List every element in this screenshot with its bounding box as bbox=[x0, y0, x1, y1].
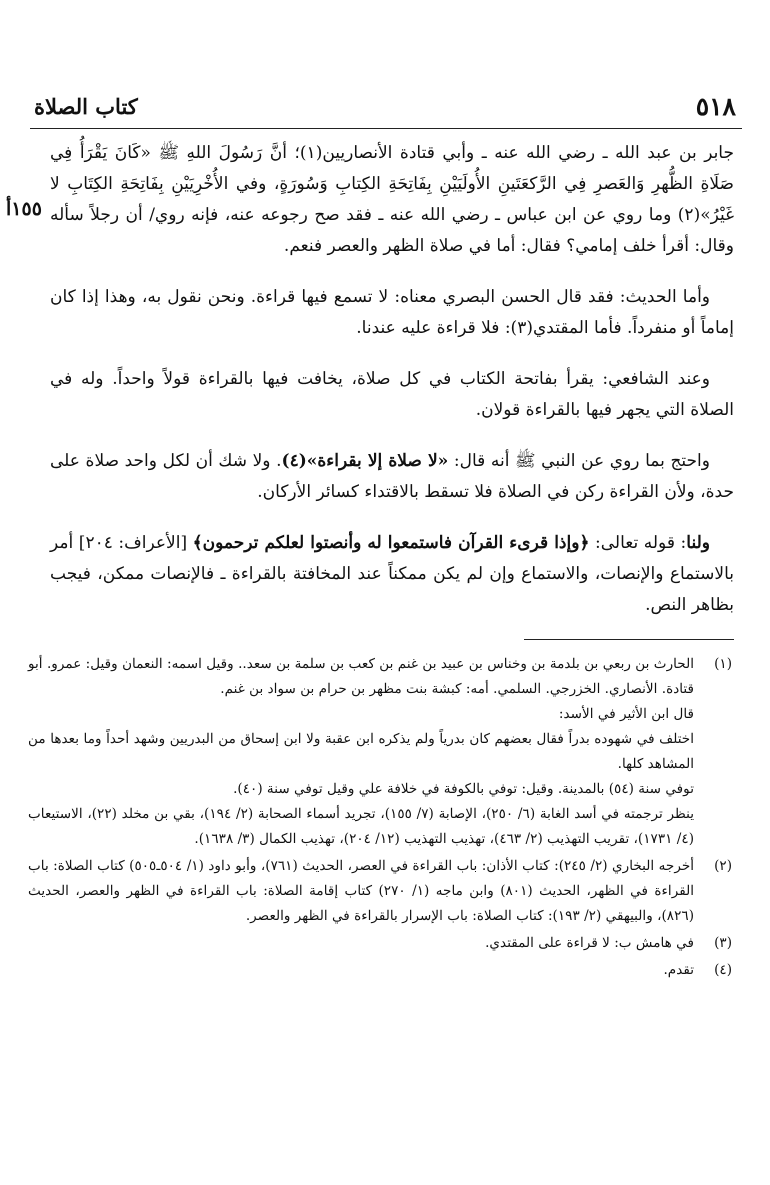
page-header bbox=[30, 92, 742, 129]
footnote-4 bbox=[28, 958, 732, 983]
paragraph-1: جابر بن عبد الله ـ رضي الله عنه ـ وأبي قتادة الأنصاريين(١)؛ أنَّ رَسُولَ اللهِ ﷺ «كَانَ يَقْرَأُ فِي صَلَاةِ الظُّهرِ وَالعَصرِ فِي الرَّكعَتَينِ الأُولَيَيْنِ بِفَاتِحَةِ الكِتابِ وَسُورَةٍ، وفي الأُخْرِيَيْنِ بِفَاتِحَةِ الكِتَابِ لا غَيْرُ»(٢) وما روي عن ابن عباس ـ رضي الله عنه ـ فقد صح رجوعه عنه، فإنه روي/ أن رجلاً سأله وقال: أقرأ خلف إمامي؟ فقال: أما في صلاة الظهر والعصر فنعم. bbox=[50, 143, 734, 256]
footnote-1 bbox=[28, 652, 732, 852]
footnote-line: الحارث بن ربعي بن بلدمة بن وخناس بن عبيد بن غنم بن كعب بن سلمة بن سعد.. وقيل اسمه: النعمان وقيل: عمرو. أبو قتادة. الأنصاري. الخزرجي. السلمي. أمه: كبشة بنت مظهر بن حرام بن سواد بن غنم. bbox=[28, 656, 694, 697]
footnote-number: (١) bbox=[714, 656, 732, 672]
footnote-line: توفي سنة (٥٤) بالمدينة. وقيل: توفي بالكوفة في خلافة علي وقيل توفي سنة (٤٠). bbox=[233, 781, 694, 797]
paragraph-5-rest: [الأعراف: ٢٠٤] أمر بالاستماع والإنصات، والاستماع وإن لم يكن ممكناً عند المخافتة بالقراءة ـ فالإنصات ممكن، فيجب بظاهر النص. bbox=[50, 533, 734, 615]
paragraph-3: وعند الشافعي: يقرأ بفاتحة الكتاب في كل صلاة، يخافت فيها بالقراءة قولاً واحداً. وله في الصلاة التي يجهر فيها بالقراءة قولان. bbox=[50, 369, 734, 420]
paragraph-5-intro: : قوله تعالى: bbox=[589, 533, 687, 553]
footnote-text bbox=[28, 854, 694, 929]
footnote-line: في هامش ب: لا قراءة على المقتدي. bbox=[485, 935, 694, 951]
footnote-text bbox=[28, 958, 694, 983]
quran-verse: ﴿وإذا قرىء القرآن فاستمعوا له وأنصتوا لعلكم ترحمون﴾ bbox=[192, 533, 590, 553]
footnotes bbox=[28, 652, 732, 985]
footnote-text bbox=[28, 931, 694, 956]
footnote-number: (٣) bbox=[714, 935, 732, 951]
paragraph-4 bbox=[50, 446, 734, 508]
paragraph-5-lead: ولنا bbox=[686, 533, 710, 553]
footnote-line: أخرجه البخاري (٢/ ٢٤٥): كتاب الأذان: باب القراءة في العصر، الحديث (٧٦١)، وأبو داود (١/ ٥٠٤ـ٥٠٥) كتاب الصلاة: باب القراءة في الظهر، الحديث (٨٠١) وابن ماجه (١/ ٢٧٠) كتاب إقامة الصلاة: باب القراءة في الظهر والعصر، الحديث (٨٢٦)، والبيهقي (٢/ ١٩٣): كتاب الصلاة: باب الإسرار بالقراءة في الظهر والعصر. bbox=[28, 858, 695, 924]
running-title: كتاب الصلاة bbox=[34, 94, 138, 119]
paragraph-2: وأما الحديث: فقد قال الحسن البصري معناه: لا تسمع فيها قراءة. ونحن نقول به، وهذا إذا كان إماماً أو منفرداً. فأما المقتدي(٣): فلا قراءة عليه عندنا. bbox=[50, 287, 734, 338]
footnote-line: قال ابن الأثير في الأسد: bbox=[558, 706, 694, 722]
hadith-quote: «لا صلاة إلا بقراءة»(٤) bbox=[281, 451, 449, 471]
manuscript-folio-marker: ١٥٥أ bbox=[6, 198, 42, 220]
paragraph-5 bbox=[50, 528, 734, 621]
footnote-3 bbox=[28, 931, 732, 956]
main-text bbox=[50, 138, 734, 641]
footnote-line: ينظر ترجمته في أسد الغابة (٦/ ٢٥٠)، الإصابة (٧/ ١٥٥)، تجريد أسماء الصحابة (٢/ ١٩٤)، بقي بن مخلد (٢٢)، الاستيعاب (٤/ ١٧٣١)، تقريب التهذيب (٢/ ٤٦٣)، تهذيب التهذيب (١٢/ ٢٠٤)، تهذيب الكمال (٣/ ١٦٣٨). bbox=[28, 806, 695, 847]
footnote-number: (٢) bbox=[714, 858, 732, 874]
footnote-line: اختلف في شهوده بدراً فقال بعضهم كان بدرياً ولم يذكره ابن عقبة ولا ابن إسحاق من البدريين وشهد أحداً وما بعدها من المشاهد كلها. bbox=[28, 731, 694, 772]
footnote-text bbox=[28, 652, 694, 852]
page-number: ٥١٨ bbox=[695, 92, 736, 121]
footnote-2 bbox=[28, 854, 732, 929]
footnote-separator bbox=[524, 639, 734, 640]
paragraph-4-intro: واحتج بما روي عن النبي ﷺ أنه قال: bbox=[448, 451, 710, 471]
footnote-number: (٤) bbox=[714, 962, 732, 978]
footnote-line: تقدم. bbox=[663, 962, 694, 978]
paragraph-4-rest: . ولا شك أن لكل واحد صلاة على حدة، ولأن القراءة ركن في الصلاة فلا تسقط بالاقتداء كسائر الأركان. bbox=[50, 451, 734, 502]
